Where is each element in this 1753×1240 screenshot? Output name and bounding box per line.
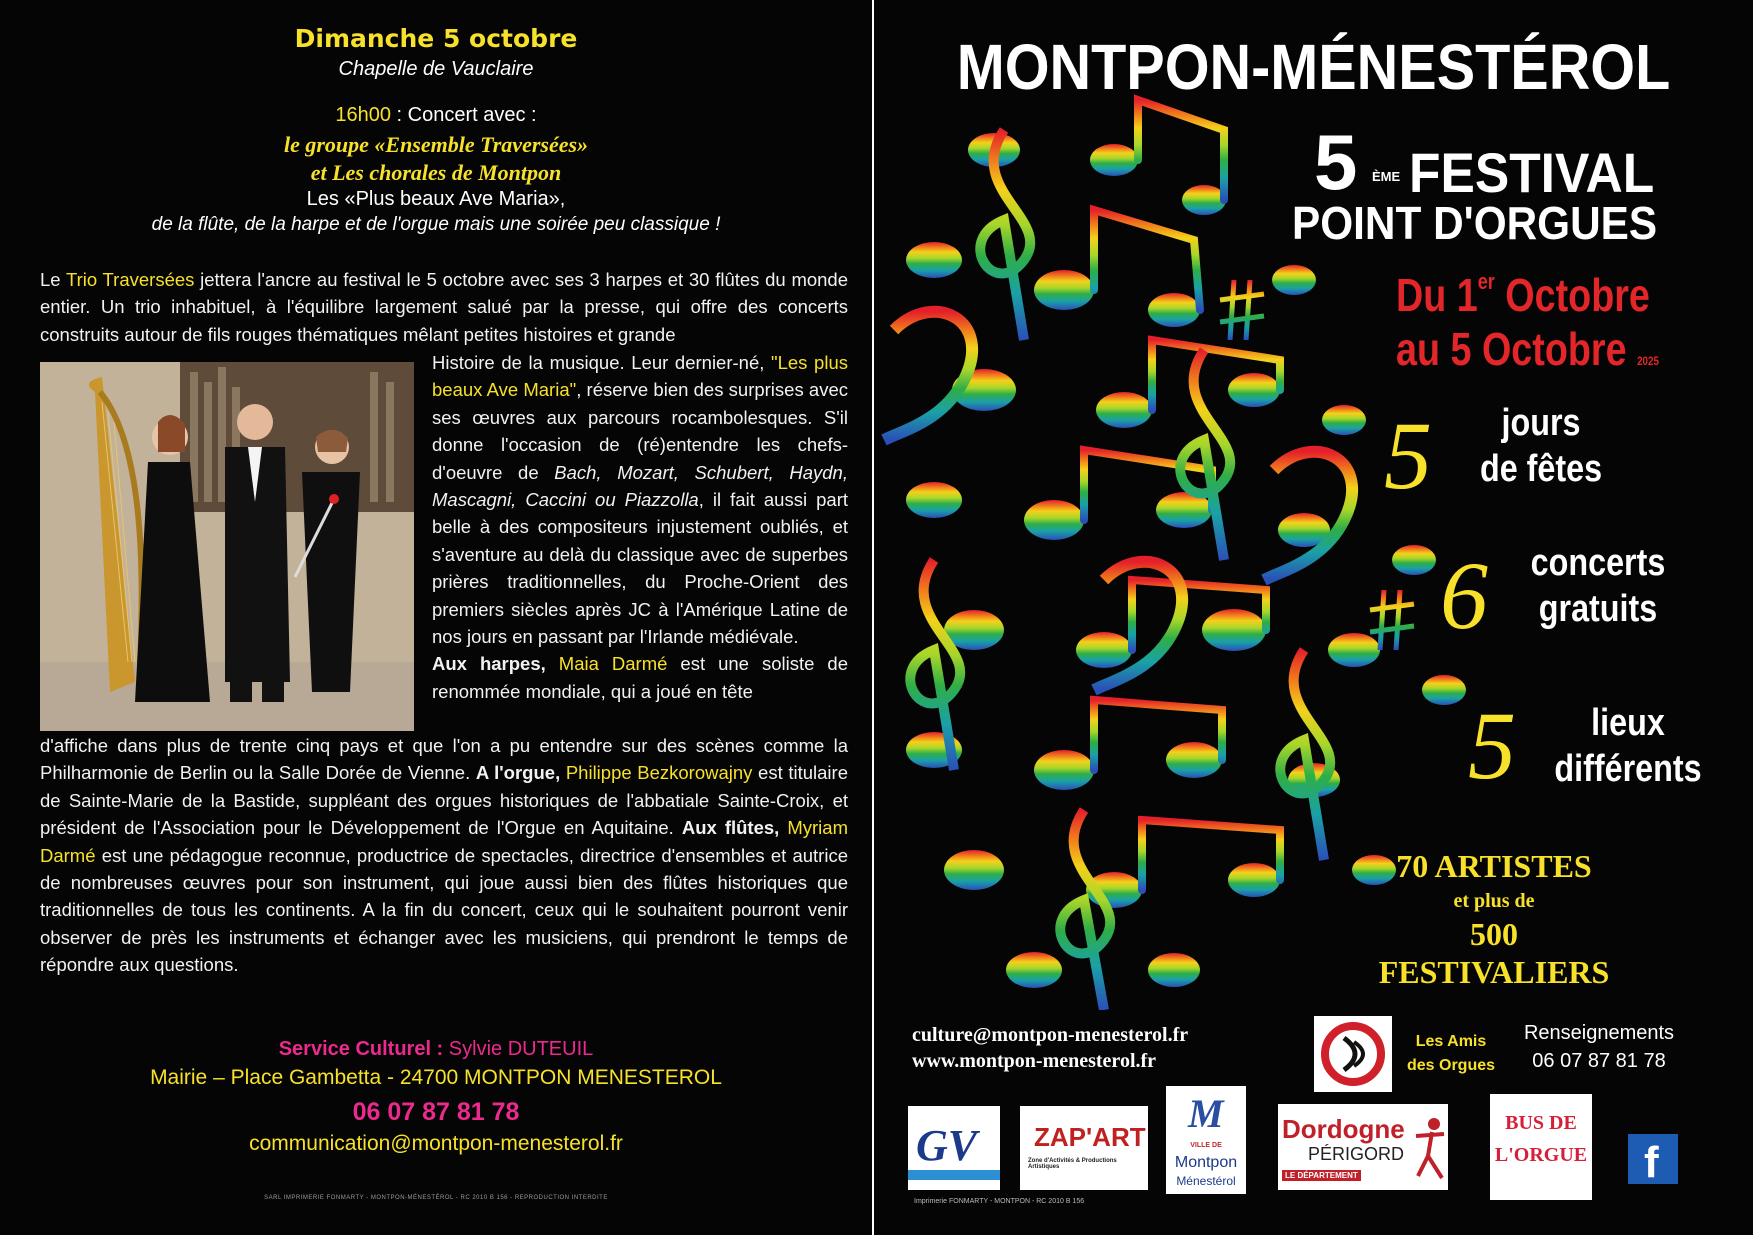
musicians-illustration: [40, 362, 414, 731]
phone-number: 06 07 87 81 78: [352, 1098, 520, 1126]
text: Histoire de la musique. Leur dernier-né,: [432, 352, 772, 373]
text: er: [1477, 269, 1495, 294]
service-culturel: [0, 1038, 872, 1061]
address: Mairie – Place Gambetta - 24700 MONTPON MENESTEROL: [150, 1066, 722, 1089]
facebook-icon-glyph: f: [1644, 1138, 1659, 1184]
paragraph-musicians: [40, 732, 848, 979]
dordogne-logo-line2: PÉRIGORD: [1308, 1144, 1405, 1164]
stat-concerts-label: [1522, 540, 1675, 632]
gv-logo-text: GV: [916, 1121, 978, 1170]
mm-logo-line1: VILLE DE: [1190, 1142, 1222, 1149]
left-page: [0, 0, 872, 1235]
text: Du 1: [1396, 269, 1478, 321]
bus-logo-line1: BUS DE: [1505, 1112, 1577, 1134]
mm-logo-line2: Montpon: [1174, 1154, 1238, 1171]
facebook-icon[interactable]: [1628, 1134, 1678, 1184]
year: 2025: [1637, 354, 1659, 368]
gv-logo: [908, 1106, 1000, 1190]
composers: Bach, Mozart, Schubert, Haydn, Mascagni, Caccini ou Piazzolla: [432, 461, 848, 511]
culture-email[interactable]: culture@montpon-menesterol.fr: [912, 1024, 1189, 1046]
text: de fêtes: [1479, 448, 1603, 490]
dordogne-logo-line3: LE DÉPARTEMENT: [1282, 1170, 1361, 1181]
stat-concerts-number: 6: [1440, 542, 1488, 649]
dordogne-logo-line1: Dordogne: [1282, 1114, 1405, 1144]
zapart-logo-subtitle: Zone d'Activités & Productions Artistiques: [1028, 1158, 1117, 1170]
harp-label: Aux harpes,: [432, 653, 559, 675]
festival-name: POINT D'ORGUES: [1292, 197, 1658, 249]
fine-print: SARL IMPRIMERIE FONMARTY - MONTPON-MÉNESTÉROL - RC 2010 B 156 - REPRODUCTION INTERDITE: [264, 1195, 608, 1201]
text: jettera l'ancre au festival le 5 octobre avec ses 3 harpes et 30 flûtes du monde entier. Un trio inhabituel, à l'équilibre largement salué par la presse, qui offre des concerts construits autour de fils rouges thématiques mêlant petites histoires et grande: [40, 269, 849, 345]
text: jours: [1501, 402, 1581, 444]
text: Les Amis: [1415, 1033, 1487, 1050]
date-start: [1396, 268, 1650, 322]
artists-count: 70 ARTISTES: [1396, 848, 1592, 884]
trio-name: Trio Traversées: [65, 269, 195, 290]
paragraph-intro: [40, 266, 848, 348]
mm-logo-line3: Ménestérol: [1176, 1174, 1236, 1188]
info-label: Renseignements: [1523, 1022, 1675, 1044]
festivaliers-count: 500: [1470, 916, 1518, 952]
text: gratuits: [1538, 588, 1658, 630]
organ-label: A l'orgue,: [475, 762, 566, 784]
group-line-2: et Les chorales de Montpon: [310, 160, 562, 185]
text: d'affiche dans plus de trente cinq pays et que l'on a pu entendre sur des scènes comme la Philharmonie de Berlin ou la Salle Dorée de Vienne.: [40, 735, 848, 784]
amis-logo-icon: [1314, 1016, 1392, 1092]
bus-de-l-orgue-logo: [1490, 1094, 1592, 1200]
zapart-logo-text: ZAP'ART: [1034, 1122, 1146, 1152]
festival-word: FESTIVAL: [1409, 141, 1655, 204]
bus-logo-line2: L'ORGUE: [1494, 1144, 1588, 1166]
stat-venues-label: [1526, 700, 1730, 792]
text: est une pédagogue reconnue, productrice de spectacles, directrice d'ensembles et autrice de nombreuses œuvres pour son instrument, qui joue aussi bien des flûtes historiques que traditionnelles de tous les continents. A la fin du concert, ceux qui le souhaitent pourront venir observer de près les instruments et échanger avec les musiciens, qui prendront le temps de répondre aux questions.: [40, 844, 848, 976]
text: , il fait aussi part belle à des compositeurs injustement oubliés, et s'aventure au delà du classique avec de superbes prières traditionnelles, du Proche-Orient des premiers siècles après JC à l'Amérique Latine de nos jours en passant par l'Irlande médiévale.: [432, 489, 848, 648]
and-more-label: et plus de: [1453, 890, 1535, 912]
text: est titulaire de Sainte-Marie de la Bastide, suppléant des orgues historiques de l'abbatiale Sainte-Croix, et président de l'Association pour le Développement de l'Orgue en Aquitaine.: [40, 762, 848, 839]
text: différents: [1554, 748, 1702, 790]
festival-number: 5: [1314, 118, 1358, 206]
zapart-logo: [1020, 1106, 1148, 1190]
concert-heading: [0, 104, 872, 127]
program-description: de la flûte, de la harpe et de l'orgue mais une soirée peu classique !: [151, 214, 721, 235]
trio-photo: [40, 362, 414, 731]
town-name: MONTPON-MÉNESTÉROL: [956, 31, 1671, 103]
text: concerts: [1530, 542, 1666, 584]
stat-days-number: 5: [1384, 402, 1432, 509]
dancer-icon: [1414, 1116, 1446, 1182]
dordogne-perigord-logo: [1278, 1104, 1448, 1190]
organist-name: Philippe Bezkorowajny: [565, 762, 753, 784]
info-phone: 06 07 87 81 78: [1532, 1050, 1666, 1072]
montpon-menesterol-logo: [1166, 1086, 1246, 1194]
mm-logo-mark: M: [1188, 1091, 1224, 1136]
text: au 5 Octobre: [1396, 323, 1627, 375]
stat-venues-number: 5: [1468, 692, 1516, 799]
festivaliers-label: FESTIVALIERS: [1378, 954, 1610, 990]
concert-venue: Chapelle de Vauclaire: [338, 58, 534, 80]
service-contact: Sylvie DUTEUIL: [448, 1038, 594, 1060]
stat-days-label: [1469, 400, 1614, 492]
flutist-name: Myriam Darmé: [40, 817, 848, 866]
amis-des-orgues-logo: [1314, 1016, 1392, 1092]
service-label: Service Culturel :: [278, 1038, 449, 1060]
date-end: [1396, 322, 1659, 376]
text: des Orgues: [1406, 1057, 1496, 1074]
flute-label: Aux flûtes,: [681, 817, 788, 839]
amis-des-orgues-text: [1406, 1030, 1496, 1078]
text: Octobre: [1494, 269, 1650, 321]
concert-label: : Concert avec :: [391, 104, 537, 126]
right-page: [874, 0, 1753, 1235]
website-link[interactable]: www.montpon-menesterol.fr: [912, 1050, 1157, 1072]
text: , réserve bien des surprises avec ses œuvres aux parcours rocambolesques. S'il donne l'occasion de (ré)entendre les chefs-d'oeuvre de: [432, 379, 848, 483]
program-title: Les «Plus beaux Ave Maria»,: [306, 188, 566, 210]
concert-date: Dimanche 5 octobre: [294, 24, 578, 53]
harpist-name: Maia Darmé: [558, 653, 668, 675]
email-address[interactable]: communication@montpon-menesterol.fr: [249, 1132, 623, 1155]
text: lieux: [1591, 702, 1665, 744]
group-line-1: le groupe «Ensemble Traversées»: [283, 132, 589, 157]
paragraph-program: [432, 349, 848, 705]
festival-ordinal: ÈME: [1372, 169, 1401, 184]
text: Le: [40, 269, 66, 290]
printer-credit: Imprimerie FONMARTY - MONTPON - RC 2010 B 156: [914, 1198, 1085, 1205]
program-name: "Les plus beaux Ave Maria": [432, 352, 848, 401]
text: est une soliste de renommée mondiale, qui a joué en tête: [432, 653, 848, 702]
concert-time: 16h00: [335, 104, 391, 126]
